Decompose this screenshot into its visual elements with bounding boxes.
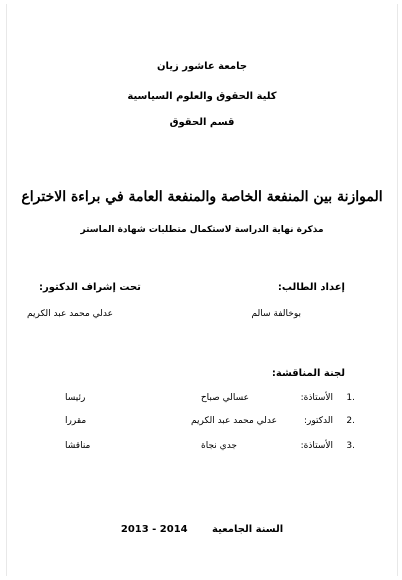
thesis-subtitle: مذكرة نهاية الدراسة لاستكمال متطلبات شهادة الماستر	[80, 225, 324, 235]
committee-member-title: الدكتور:	[304, 416, 333, 426]
thesis-title: الموازنة بين المنفعة الخاصة والمنفعة العامة في براءة الاختراع	[21, 189, 383, 205]
university-name: جامعة عاشور زيان	[156, 61, 248, 72]
supervisor-name: عدلي محمد عبد الكريم	[27, 309, 113, 319]
committee-member-name: عدلي محمد عبد الكريم	[191, 416, 277, 426]
committee-label: لجنة المناقشة:	[271, 368, 345, 379]
committee-member-title: الأستاذة:	[300, 393, 333, 403]
department-name: قسم الحقوق	[169, 117, 235, 128]
academic-year-label: السنة الجامعية	[212, 524, 284, 535]
committee-row-number: 1.	[346, 393, 355, 403]
committee-row-number: 2.	[346, 416, 355, 426]
committee-member-name: عسالي صباح	[200, 393, 249, 403]
committee-member-role: مناقشا	[65, 441, 91, 451]
student-name: بوخالفة سالم	[251, 309, 301, 319]
committee-member-role: رئيسا	[65, 393, 86, 403]
committee-member-title: الأستاذة:	[300, 441, 333, 451]
supervised-by-label: تحت إشراف الدكتور:	[39, 282, 141, 293]
committee-member-name: جدي نجاة	[201, 441, 237, 451]
document-page	[6, 4, 398, 576]
committee-member-role: مقررا	[65, 416, 87, 426]
prepared-by-label: إعداد الطالب:	[277, 282, 345, 293]
faculty-name: كلية الحقوق والعلوم السياسية	[127, 91, 277, 102]
committee-row-number: 3.	[346, 441, 355, 451]
academic-year	[7, 524, 397, 535]
academic-year-value: 2013 - 2014	[120, 524, 188, 535]
